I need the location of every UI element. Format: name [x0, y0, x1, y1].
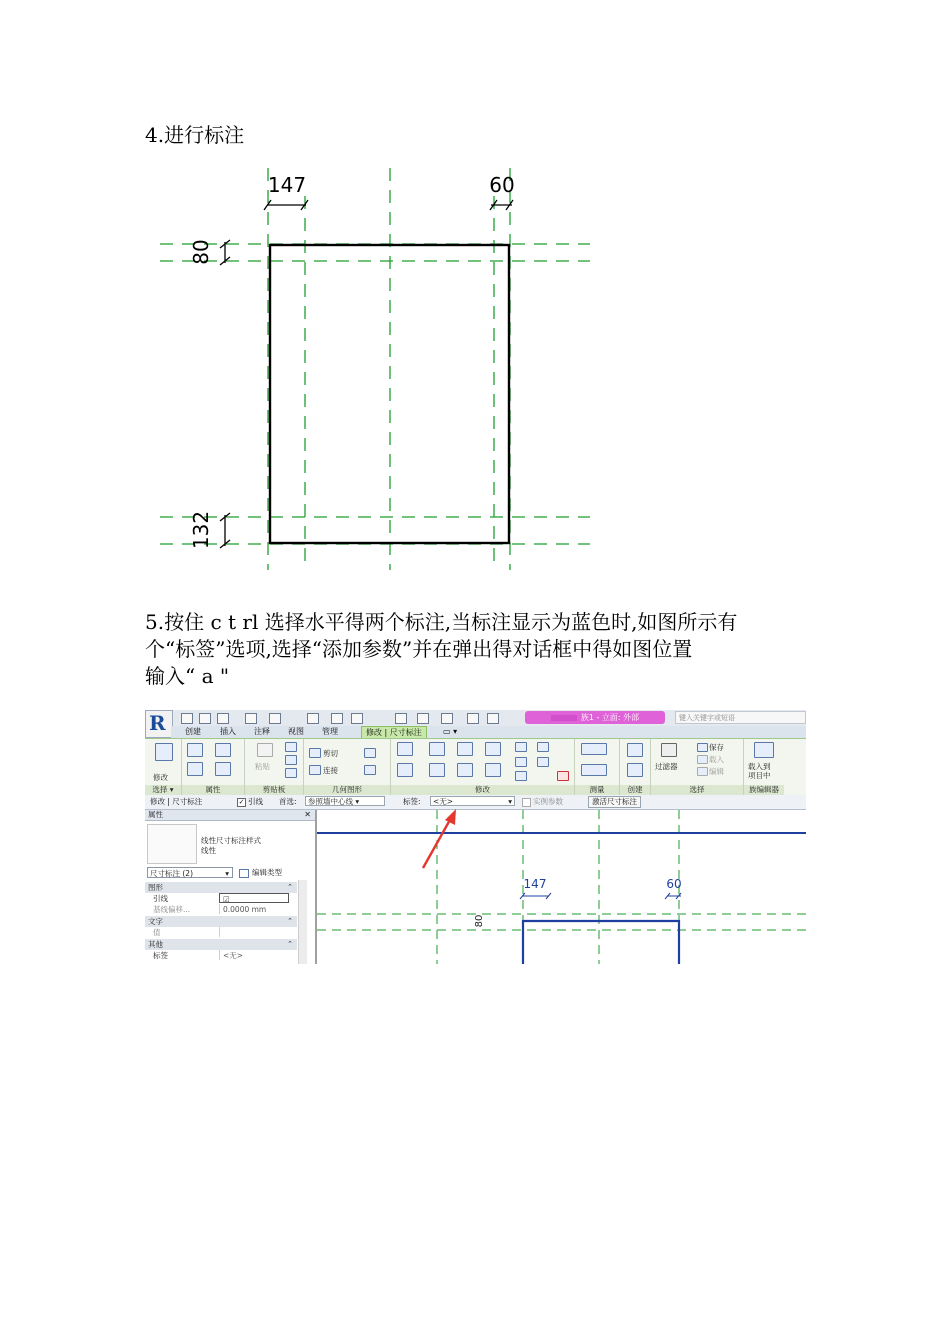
- ribbon-group-properties: [182, 739, 245, 795]
- quick-access-toolbar: [145, 710, 806, 727]
- property-row: 基线偏移... 0.0000 mm: [145, 904, 297, 915]
- canvas-dim-80-label[interactable]: 80: [474, 914, 485, 928]
- activate-dimensions-button[interactable]: 激活尺寸标注: [588, 796, 641, 808]
- group-label-measure: 测量: [575, 785, 619, 795]
- revit-screenshot: [145, 710, 806, 964]
- thin-lines-icon[interactable]: [441, 713, 453, 724]
- scale-icon[interactable]: [537, 757, 549, 767]
- group-label-select[interactable]: 选择 ▾: [145, 785, 181, 795]
- save-selection-icon[interactable]: [697, 743, 708, 752]
- collapse-icon[interactable]: ⌃: [287, 940, 293, 948]
- create-group-icon[interactable]: [627, 763, 643, 777]
- ribbon-group-create: [620, 739, 651, 795]
- label-dropdown[interactable]: <无> ▾: [430, 796, 515, 806]
- align-icon[interactable]: [397, 742, 413, 756]
- canvas-dim-60-label[interactable]: 60: [666, 877, 682, 891]
- edit-type-icon: [239, 869, 249, 878]
- copy-clipboard-icon[interactable]: [285, 755, 297, 765]
- properties-header: 属性 ✕: [145, 810, 315, 821]
- load-into-project-label-2[interactable]: 项目中: [748, 771, 771, 780]
- ribbon-panel: [145, 738, 806, 796]
- properties-icon[interactable]: [187, 743, 203, 757]
- property-row: 标签 <无>: [145, 950, 297, 961]
- aligned-dimension-icon[interactable]: [331, 713, 343, 724]
- tab-annotate[interactable]: 注释: [254, 727, 270, 736]
- join-icon-right[interactable]: [364, 748, 376, 758]
- paste-icon[interactable]: [257, 743, 273, 757]
- search-input[interactable]: 键入关键字或短语: [675, 711, 806, 724]
- dim-147-label: 147: [267, 173, 307, 197]
- load-selection-label[interactable]: 载入: [709, 755, 724, 764]
- revit-logo: R: [149, 711, 166, 735]
- edit-selection-label[interactable]: 编辑: [709, 767, 724, 776]
- ribbon-group-family-editor: [744, 739, 784, 795]
- filter-button-label[interactable]: 过滤器: [655, 762, 678, 771]
- group-label-geometry: 几何图形: [304, 785, 390, 795]
- leader-checkbox[interactable]: [237, 796, 263, 808]
- section-text[interactable]: 文字 ⌃: [145, 916, 297, 927]
- canvas-dimension-lines: [520, 893, 681, 899]
- measure-icon[interactable]: [307, 713, 319, 724]
- instance-parameter-checkbox[interactable]: [522, 796, 563, 808]
- dim-80-label: 80: [189, 239, 213, 265]
- group-label-modify: 修改: [391, 785, 574, 795]
- redo-icon[interactable]: [269, 713, 281, 724]
- delete-icon[interactable]: [557, 771, 569, 781]
- dim-60-label: 60: [489, 173, 515, 197]
- pick-dropdown-value: 参照墙中心线: [308, 797, 353, 806]
- close-hidden-icon[interactable]: [467, 713, 479, 724]
- family-category-icon[interactable]: [215, 762, 231, 776]
- dim-132-label: 132: [189, 510, 213, 550]
- ribbon-group-clipboard: [245, 739, 304, 795]
- array-icon[interactable]: [515, 757, 527, 767]
- options-context-label: 修改 | 尺寸标注: [150, 797, 203, 806]
- leader-checkbox-box[interactable]: ✓: [238, 797, 245, 806]
- type-properties-icon[interactable]: [215, 743, 231, 757]
- step-5-line-1: 5.按住 c t rl 选择水平得两个标注,当标注显示为蓝色时,如图所示有: [145, 610, 738, 634]
- tab-manage[interactable]: 管理: [322, 727, 338, 736]
- label-dropdown-value: <无>: [433, 797, 454, 806]
- save-icon[interactable]: [199, 713, 211, 724]
- canvas-dim-147-label[interactable]: 147: [523, 877, 547, 891]
- 3d-view-icon[interactable]: [395, 713, 407, 724]
- ribbon-group-selection: [651, 739, 744, 795]
- type-preview-image: [147, 824, 197, 864]
- leader-property-checkbox[interactable]: ☑: [219, 893, 289, 903]
- ribbon-tabs: [171, 726, 806, 738]
- join-geometry-icon[interactable]: [309, 765, 321, 775]
- group-label-clipboard: 剪贴板: [245, 785, 303, 795]
- instance-parameter-checkbox-box[interactable]: [522, 798, 531, 807]
- measure-distance-icon[interactable]: [581, 743, 607, 755]
- step-5-line-2: 个“标签”选项,选择“添加参数”并在弹出得对话框中得如图位置: [145, 637, 693, 661]
- family-types-icon[interactable]: [187, 762, 203, 776]
- load-into-project-label-1[interactable]: 载入到: [748, 762, 771, 771]
- type-name: 线性尺寸标注样式 线性: [201, 836, 261, 855]
- create-similar-icon[interactable]: [627, 743, 643, 757]
- trim-icon[interactable]: [485, 763, 501, 777]
- group-label-properties: 属性: [182, 785, 244, 795]
- red-arrow-head: [445, 809, 456, 825]
- offset-icon[interactable]: [429, 742, 445, 756]
- tab-modify-dimensions[interactable]: 修改 | 尺寸标注: [361, 726, 427, 739]
- copy-icon[interactable]: [429, 763, 445, 777]
- modify-button-label[interactable]: 修改: [153, 773, 168, 782]
- dimension-lines: [220, 200, 513, 548]
- section-other[interactable]: 其他 ⌃: [145, 939, 297, 950]
- aligned-dimension-tool-icon[interactable]: [581, 764, 607, 776]
- load-into-project-icon[interactable]: [754, 742, 774, 758]
- pick-label: 首选:: [279, 797, 297, 806]
- section-graphics[interactable]: 图形 ⌃: [145, 882, 297, 893]
- modify-cursor-icon[interactable]: [155, 743, 173, 761]
- collapse-icon[interactable]: ⌃: [287, 883, 293, 891]
- application-menu-button[interactable]: [145, 710, 173, 738]
- step-5-line-3: 输入“ a ": [145, 664, 230, 688]
- red-arrow-shaft: [423, 818, 451, 868]
- paste-button-label[interactable]: 粘贴: [255, 762, 270, 771]
- property-row: 引线 ☑: [145, 893, 297, 904]
- switch-windows-icon[interactable]: [487, 713, 499, 724]
- group-label-family-editor: 族编辑器: [744, 785, 784, 795]
- dimensioned-rectangle-drawing: [150, 160, 600, 575]
- rotate-icon[interactable]: [457, 763, 473, 777]
- tab-view[interactable]: 视图: [288, 727, 304, 736]
- drawing-canvas[interactable]: [317, 810, 806, 964]
- sync-icon[interactable]: [217, 713, 229, 724]
- undo-icon[interactable]: [245, 713, 257, 724]
- property-row: 值: [145, 927, 297, 938]
- edit-selection-icon[interactable]: [697, 767, 708, 776]
- tag-icon[interactable]: [351, 713, 363, 724]
- properties-scrollbar[interactable]: [298, 880, 307, 964]
- join-geometry-label[interactable]: 连接: [323, 766, 338, 775]
- reference-planes: [160, 168, 590, 570]
- load-selection-icon[interactable]: [697, 755, 708, 764]
- save-selection-label[interactable]: 保存: [709, 743, 724, 752]
- properties-palette: [145, 810, 317, 964]
- canvas-rectangle-outline: [523, 921, 679, 964]
- pick-dropdown[interactable]: 参照墙中心线 ▾: [305, 796, 385, 806]
- match-properties-icon[interactable]: [285, 768, 297, 778]
- ribbon-group-select: [145, 739, 182, 795]
- tab-insert[interactable]: 插入: [220, 727, 236, 736]
- split-gap-icon[interactable]: [537, 742, 549, 752]
- pin-icon[interactable]: [515, 771, 527, 781]
- section-icon[interactable]: [417, 713, 429, 724]
- edit-type-button[interactable]: 编辑类型: [239, 867, 282, 878]
- open-icon[interactable]: [181, 713, 193, 724]
- split-icon[interactable]: [515, 742, 527, 752]
- split-face-icon[interactable]: [364, 765, 376, 775]
- leader-checkbox-label: 引线: [248, 797, 263, 806]
- red-arrow-annotation: [415, 806, 465, 872]
- ribbon-group-geometry: [304, 739, 391, 795]
- type-selector-dropdown[interactable]: 尺寸标注 (2) ▾: [147, 867, 233, 878]
- window-title: 族1 - 立面: 外部: [525, 711, 665, 724]
- ribbon-group-modify: [391, 739, 575, 795]
- step-5-paragraph: [145, 609, 810, 690]
- cut-geometry-icon[interactable]: [309, 748, 321, 758]
- cut-geometry-label[interactable]: 剪切: [323, 749, 338, 758]
- group-label-selection: 选择: [651, 785, 743, 795]
- mirror-draw-icon[interactable]: [485, 742, 501, 756]
- step-4-heading: 4.进行标注: [145, 123, 245, 147]
- tab-create[interactable]: 创建: [185, 727, 201, 736]
- label-label: 标签:: [403, 797, 421, 806]
- options-bar: [145, 795, 806, 810]
- move-icon[interactable]: [397, 763, 413, 777]
- ribbon-minimize-toggle[interactable]: ▭ ▾: [443, 727, 458, 736]
- ribbon-group-measure: [575, 739, 620, 795]
- filter-icon[interactable]: [661, 743, 677, 757]
- close-icon[interactable]: ✕: [304, 810, 311, 819]
- mirror-axis-icon[interactable]: [457, 742, 473, 756]
- group-label-create: 创建: [620, 785, 650, 795]
- instance-parameter-label: 实例参数: [533, 797, 563, 806]
- cut-clipboard-icon[interactable]: [285, 742, 297, 752]
- collapse-icon[interactable]: ⌃: [287, 917, 293, 925]
